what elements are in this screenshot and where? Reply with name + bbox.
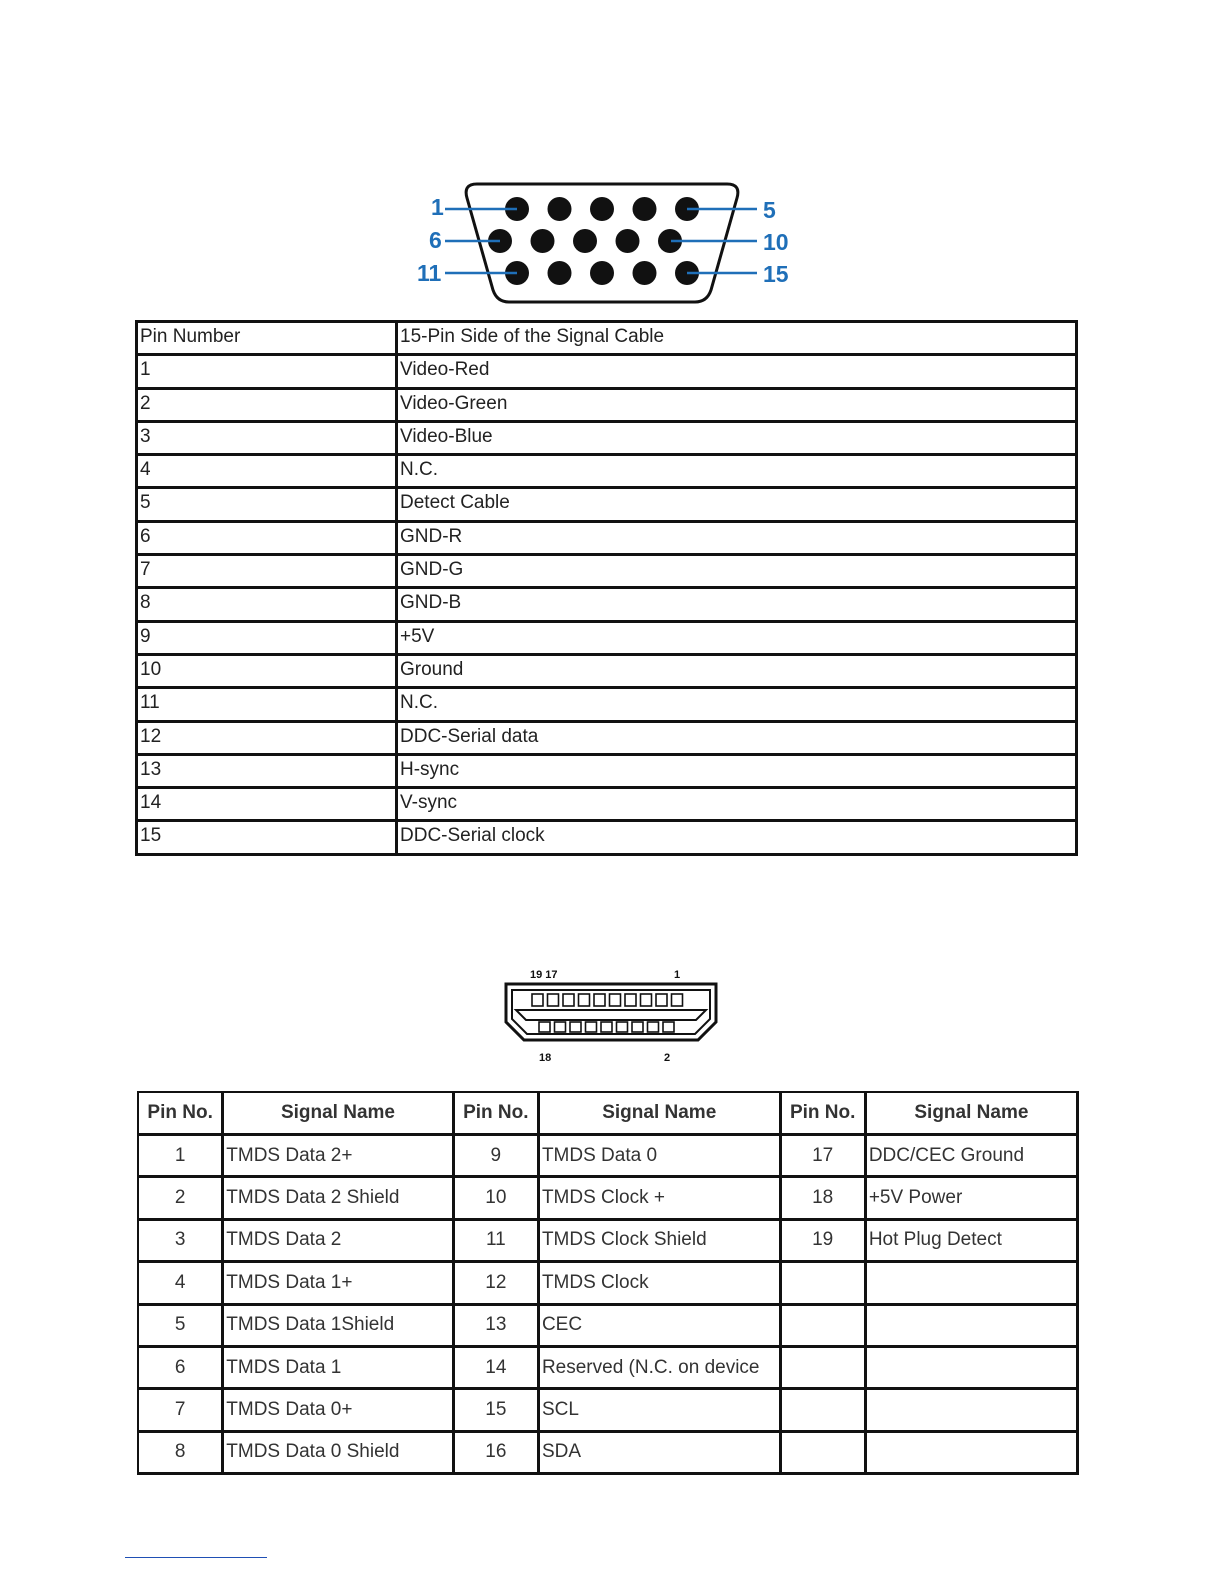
header-signal-name: Signal Name — [224, 1093, 454, 1136]
hdmi-pin-array — [532, 994, 683, 1032]
pin-number-cell: 9 — [137, 621, 397, 654]
hdmi-pin-contact — [555, 1022, 566, 1032]
hdmi-pin-contact — [648, 1022, 659, 1032]
hdmi-pin-contact — [563, 994, 574, 1006]
hdmi-connector-tongue — [516, 1010, 706, 1020]
label-pin5: 5 — [763, 197, 776, 223]
signal-cell: Ground — [397, 654, 1077, 687]
pin-no-cell: 16 — [455, 1433, 540, 1475]
pin-no-cell: 3 — [139, 1221, 224, 1263]
signal-name-cell: TMDS Data 2 — [224, 1221, 454, 1263]
hdmi-pin-contact — [663, 1022, 674, 1032]
hdmi-label-bottom-left: 18 — [539, 1052, 552, 1064]
vga-pin-dot — [590, 261, 614, 285]
hdmi-table-header-row — [139, 1093, 1079, 1136]
hdmi-pin-contact — [656, 994, 667, 1006]
pin-number-cell: 7 — [137, 555, 397, 588]
header-pin-no: Pin No. — [139, 1093, 224, 1136]
pin-no-cell — [782, 1390, 867, 1432]
label-pin15: 15 — [763, 261, 789, 287]
signal-cell: GND-G — [397, 555, 1077, 588]
pin-no-cell: 15 — [455, 1390, 540, 1432]
pin-number-cell: 8 — [137, 588, 397, 621]
pin-no-cell: 2 — [139, 1178, 224, 1220]
hdmi-pin-contact — [579, 994, 590, 1006]
pin-number-cell: 5 — [137, 488, 397, 521]
vga-pin-dot — [616, 229, 640, 253]
header-signal-cable: 15-Pin Side of the Signal Cable — [397, 322, 1077, 355]
label-pin1: 1 — [431, 194, 444, 220]
signal-name-cell: TMDS Data 2 Shield — [224, 1178, 454, 1220]
hdmi-pin-assignment-table — [137, 1091, 1079, 1475]
pin-number-cell: 10 — [137, 654, 397, 687]
pin-number-cell: 15 — [137, 821, 397, 854]
signal-name-cell — [867, 1263, 1079, 1305]
signal-cell: N.C. — [397, 455, 1077, 488]
label-pin6: 6 — [429, 227, 442, 253]
label-pin10: 10 — [763, 229, 789, 255]
signal-name-cell: CEC — [540, 1306, 782, 1348]
table-row — [137, 488, 1077, 521]
hdmi-pin-contact — [601, 1022, 612, 1032]
pin-no-cell: 4 — [139, 1263, 224, 1305]
table-row — [137, 388, 1077, 421]
signal-name-cell: SDA — [540, 1433, 782, 1475]
signal-name-cell: TMDS Data 0 — [540, 1136, 782, 1178]
pin-number-cell: 13 — [137, 754, 397, 787]
table-row — [137, 521, 1077, 554]
header-pin-no: Pin No. — [455, 1093, 540, 1136]
signal-name-cell — [867, 1390, 1079, 1432]
hdmi-pin-contact — [594, 994, 605, 1006]
signal-name-cell: TMDS Data 1Shield — [224, 1306, 454, 1348]
pin-number-cell: 2 — [137, 388, 397, 421]
signal-name-cell: DDC/CEC Ground — [867, 1136, 1079, 1178]
signal-name-cell — [867, 1433, 1079, 1475]
signal-name-cell: Reserved (N.C. on device — [540, 1348, 782, 1390]
vga-pin-dot — [548, 197, 572, 221]
hdmi-connector-diagram — [492, 964, 732, 1068]
vga-pin-dot — [531, 229, 555, 253]
hdmi-pin-contact — [617, 1022, 628, 1032]
signal-name-cell: TMDS Data 2+ — [224, 1136, 454, 1178]
pin-no-cell: 6 — [139, 1348, 224, 1390]
vga-pin-dot — [590, 197, 614, 221]
pin-no-cell: 7 — [139, 1390, 224, 1432]
signal-name-cell: TMDS Data 0 Shield — [224, 1433, 454, 1475]
table-row — [137, 421, 1077, 454]
pin-no-cell: 18 — [782, 1178, 867, 1220]
table-row — [137, 688, 1077, 721]
pin-no-cell: 1 — [139, 1136, 224, 1178]
pin-number-cell: 6 — [137, 521, 397, 554]
pin-no-cell — [782, 1263, 867, 1305]
pin-number-cell: 12 — [137, 721, 397, 754]
pin-no-cell — [782, 1433, 867, 1475]
pin-no-cell: 5 — [139, 1306, 224, 1348]
vga-pin-dot — [633, 261, 657, 285]
pin-no-cell: 17 — [782, 1136, 867, 1178]
signal-cell: GND-B — [397, 588, 1077, 621]
signal-name-cell: TMDS Data 1+ — [224, 1263, 454, 1305]
hdmi-label-top-right: 1 — [674, 969, 681, 981]
vga-pin-dot — [548, 261, 572, 285]
hdmi-pin-contact — [532, 994, 543, 1006]
signal-name-cell: Hot Plug Detect — [867, 1221, 1079, 1263]
pin-no-cell: 19 — [782, 1221, 867, 1263]
signal-name-cell — [867, 1306, 1079, 1348]
hdmi-pin-contact — [539, 1022, 550, 1032]
table-row — [137, 821, 1077, 854]
table-row — [137, 355, 1077, 388]
label-pin11: 11 — [417, 260, 442, 286]
pin-no-cell: 14 — [455, 1348, 540, 1390]
signal-name-cell — [867, 1348, 1079, 1390]
pin-no-cell: 8 — [139, 1433, 224, 1475]
signal-cell: DDC-Serial clock — [400, 825, 545, 847]
vga-connector-diagram — [405, 178, 815, 310]
signal-cell: Video-Green — [397, 388, 1077, 421]
table-row — [137, 654, 1077, 687]
pin-number-cell: 11 — [137, 688, 397, 721]
pin-number-cell: 1 — [137, 355, 397, 388]
signal-cell: V-sync — [397, 788, 1077, 821]
signal-cell: H-sync — [397, 754, 1077, 787]
signal-name-cell: +5V Power — [867, 1178, 1079, 1220]
table-row — [139, 1348, 1079, 1390]
signal-name-cell: TMDS Clock — [540, 1263, 782, 1305]
hdmi-pin-contact — [610, 994, 621, 1006]
pin-no-cell: 9 — [455, 1136, 540, 1178]
signal-name-cell: TMDS Data 0+ — [224, 1390, 454, 1432]
hdmi-pin-contact — [625, 994, 636, 1006]
hdmi-pin-contact — [548, 994, 559, 1006]
hdmi-pin-contact — [632, 1022, 643, 1032]
signal-name-cell: TMDS Clock Shield — [540, 1221, 782, 1263]
footnote-rule — [125, 1557, 267, 1558]
pin-number-cell: 3 — [137, 421, 397, 454]
table-row — [139, 1433, 1079, 1475]
vga-pin-dot — [573, 229, 597, 253]
hdmi-pin-contact — [570, 1022, 581, 1032]
signal-cell: N.C. — [397, 688, 1077, 721]
hdmi-label-top-left: 19 17 — [530, 969, 558, 981]
pin-no-cell: 11 — [455, 1221, 540, 1263]
table-row — [137, 588, 1077, 621]
table-row — [137, 754, 1077, 787]
table-row — [137, 455, 1077, 488]
signal-cell: +5V — [397, 621, 1077, 654]
header-pin-no: Pin No. — [782, 1093, 867, 1136]
pin-no-cell: 10 — [455, 1178, 540, 1220]
vga-pin-assignment-table — [135, 320, 1078, 856]
header-signal-name: Signal Name — [867, 1093, 1079, 1136]
table-row — [139, 1390, 1079, 1432]
signal-name-cell: TMDS Clock + — [540, 1178, 782, 1220]
table-row — [139, 1178, 1079, 1220]
hdmi-label-bottom-right: 2 — [664, 1052, 671, 1064]
hdmi-pin-contact — [641, 994, 652, 1006]
table-row — [139, 1221, 1079, 1263]
vga-pin-dot — [633, 197, 657, 221]
signal-cell: Detect Cable — [397, 488, 1077, 521]
hdmi-connector-inner-shell — [512, 990, 710, 1034]
pin-number-cell: 14 — [137, 788, 397, 821]
vga-table-header-row — [137, 322, 1077, 355]
signal-cell: Video-Red — [397, 355, 1077, 388]
header-signal-name: Signal Name — [540, 1093, 782, 1136]
table-row — [139, 1136, 1079, 1178]
pin-number-cell: 4 — [137, 455, 397, 488]
pin-no-cell: 13 — [455, 1306, 540, 1348]
hdmi-pin-contact — [672, 994, 683, 1006]
table-row — [137, 788, 1077, 821]
vga-pin-grid — [488, 197, 699, 285]
table-row — [137, 621, 1077, 654]
table-row — [137, 555, 1077, 588]
signal-cell: GND-R — [397, 521, 1077, 554]
signal-name-cell: SCL — [540, 1390, 782, 1432]
signal-cell: DDC-Serial data — [397, 721, 1077, 754]
pin-no-cell: 12 — [455, 1263, 540, 1305]
hdmi-pin-contact — [586, 1022, 597, 1032]
pin-no-cell — [782, 1306, 867, 1348]
table-row — [139, 1306, 1079, 1348]
signal-cell: Video-Blue — [397, 421, 1077, 454]
pin-no-cell — [782, 1348, 867, 1390]
signal-name-cell: TMDS Data 1 — [224, 1348, 454, 1390]
header-pin-number: Pin Number — [137, 322, 397, 355]
table-row — [139, 1263, 1079, 1305]
table-row — [137, 721, 1077, 754]
